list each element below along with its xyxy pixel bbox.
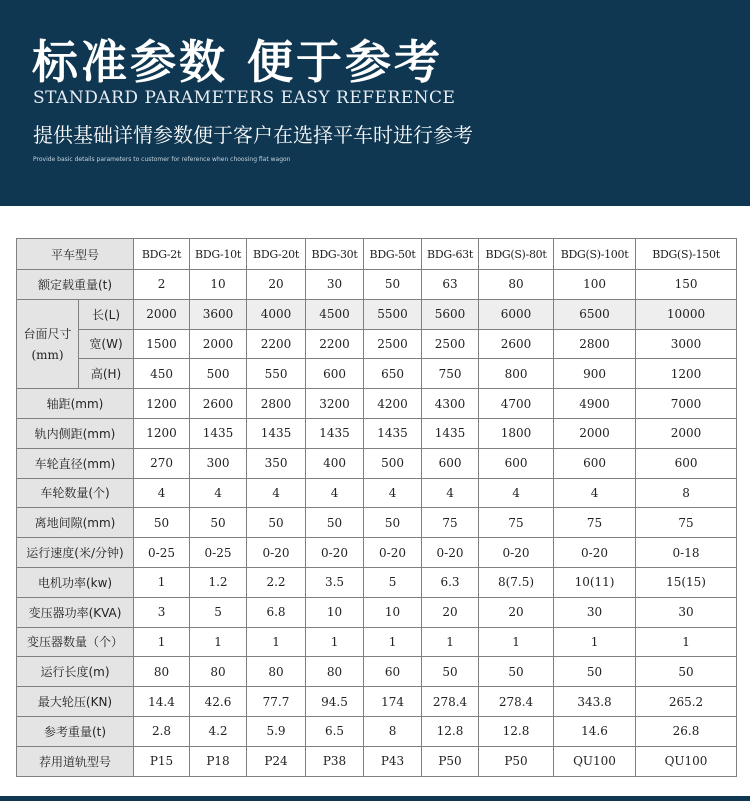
table-cell: 4 xyxy=(306,478,364,508)
model-header-cell: BDG-30t xyxy=(306,239,364,270)
table-cell: 4000 xyxy=(247,299,306,329)
table-cell: 800 xyxy=(479,359,554,389)
table-row xyxy=(17,508,737,538)
row-label-width: 宽(W) xyxy=(79,329,134,359)
description-chinese: 提供基础详情参数便于客户在选择平车时进行参考 xyxy=(33,123,473,147)
table-cell: 75 xyxy=(479,508,554,538)
table-cell: 550 xyxy=(247,359,306,389)
table-cell: 50 xyxy=(554,657,636,687)
table-cell: 1435 xyxy=(422,418,479,448)
table-cell: 2500 xyxy=(422,329,479,359)
table-cell: 50 xyxy=(636,657,737,687)
table-cell: 7000 xyxy=(636,389,737,419)
table-cell: 50 xyxy=(364,270,422,300)
table-cell: 1.2 xyxy=(190,567,247,597)
table-cell: 278.4 xyxy=(422,687,479,717)
table-cell: 600 xyxy=(306,359,364,389)
table-cell: 600 xyxy=(479,448,554,478)
table-cell: 400 xyxy=(306,448,364,478)
page-title: 标准参数 便于参考 xyxy=(32,35,444,89)
table-cell: P38 xyxy=(306,746,364,776)
table-cell: 1 xyxy=(247,627,306,657)
row-label: 参考重量(t) xyxy=(17,716,134,746)
table-cell: 80 xyxy=(479,270,554,300)
table-cell: 2000 xyxy=(554,418,636,448)
table-cell: 278.4 xyxy=(479,687,554,717)
table-cell: 30 xyxy=(636,597,737,627)
table-cell: 4 xyxy=(364,478,422,508)
table-cell: 20 xyxy=(479,597,554,627)
row-label: 车轮数量(个) xyxy=(17,478,134,508)
table-cell: 4 xyxy=(422,478,479,508)
table-cell: 750 xyxy=(422,359,479,389)
table-cell: 1800 xyxy=(479,418,554,448)
table-row-model xyxy=(17,239,737,270)
table-cell: 8 xyxy=(364,716,422,746)
footer-bar xyxy=(0,796,750,801)
table-cell: 2 xyxy=(134,270,190,300)
page-subtitle: STANDARD PARAMETERS EASY REFERENCE xyxy=(33,88,456,108)
table-cell: 10000 xyxy=(636,299,737,329)
table-cell: 4 xyxy=(190,478,247,508)
row-label-table-size xyxy=(17,299,79,388)
table-cell: 50 xyxy=(134,508,190,538)
table-cell: 600 xyxy=(422,448,479,478)
row-label: 轴距(mm) xyxy=(17,389,134,419)
table-cell: 2600 xyxy=(190,389,247,419)
table-cell: 50 xyxy=(247,508,306,538)
table-row xyxy=(17,567,737,597)
table-cell: 15(15) xyxy=(636,567,737,597)
table-cell: 10 xyxy=(190,270,247,300)
table-cell: 4300 xyxy=(422,389,479,419)
row-label: 离地间隙(mm) xyxy=(17,508,134,538)
table-cell: 14.6 xyxy=(554,716,636,746)
table-cell: 1 xyxy=(479,627,554,657)
table-cell: 1 xyxy=(422,627,479,657)
table-cell: 12.8 xyxy=(479,716,554,746)
table-cell: 6500 xyxy=(554,299,636,329)
row-label: 最大轮压(KN) xyxy=(17,687,134,717)
table-cell: 500 xyxy=(364,448,422,478)
table-cell: 50 xyxy=(190,508,247,538)
table-cell: 174 xyxy=(364,687,422,717)
table-cell: 1 xyxy=(364,627,422,657)
table-cell: QU100 xyxy=(636,746,737,776)
table-cell: 0-20 xyxy=(479,538,554,568)
table-cell: 0-18 xyxy=(636,538,737,568)
table-cell: 6.5 xyxy=(306,716,364,746)
table-cell: 50 xyxy=(479,657,554,687)
table-cell: 80 xyxy=(134,657,190,687)
table-cell: P50 xyxy=(479,746,554,776)
table-cell: 4 xyxy=(247,478,306,508)
model-header-cell: BDG-20t xyxy=(247,239,306,270)
table-cell: 10 xyxy=(306,597,364,627)
table-cell: 30 xyxy=(554,597,636,627)
table-row xyxy=(17,597,737,627)
table-cell: 20 xyxy=(422,597,479,627)
table-cell: 75 xyxy=(422,508,479,538)
row-label-length: 长(L) xyxy=(79,299,134,329)
table-cell: P15 xyxy=(134,746,190,776)
table-cell: 3200 xyxy=(306,389,364,419)
table-cell: 10 xyxy=(364,597,422,627)
table-row xyxy=(17,627,737,657)
table-size-label-line1: 台面尺寸 xyxy=(23,327,72,342)
row-label: 运行速度(米/分钟) xyxy=(17,538,134,568)
row-label: 荐用道轨型号 xyxy=(17,746,134,776)
table-cell: 1 xyxy=(554,627,636,657)
table-cell: 2200 xyxy=(306,329,364,359)
spec-table-wrapper xyxy=(16,238,737,777)
table-cell: 2000 xyxy=(134,299,190,329)
table-cell: 2500 xyxy=(364,329,422,359)
table-cell: 4200 xyxy=(364,389,422,419)
table-cell: 300 xyxy=(190,448,247,478)
model-header-cell: BDG(S)-100t xyxy=(554,239,636,270)
table-cell: 1 xyxy=(306,627,364,657)
model-header-cell: BDG-2t xyxy=(134,239,190,270)
table-cell: 2200 xyxy=(247,329,306,359)
table-row xyxy=(17,478,737,508)
row-label-model: 平车型号 xyxy=(17,239,134,270)
table-cell: 4700 xyxy=(479,389,554,419)
table-cell: 4900 xyxy=(554,389,636,419)
table-cell: 5 xyxy=(190,597,247,627)
table-cell: 2.2 xyxy=(247,567,306,597)
table-cell: 3600 xyxy=(190,299,247,329)
row-label: 运行长度(m) xyxy=(17,657,134,687)
table-row-height xyxy=(17,359,737,389)
row-label-load: 额定载重量(t) xyxy=(17,270,134,300)
table-cell: 75 xyxy=(636,508,737,538)
row-label: 变压器数量（个） xyxy=(17,627,134,657)
table-cell: 77.7 xyxy=(247,687,306,717)
table-cell: 60 xyxy=(364,657,422,687)
table-cell: 63 xyxy=(422,270,479,300)
table-cell: 1435 xyxy=(247,418,306,448)
row-label: 变压器功率(KVA) xyxy=(17,597,134,627)
table-cell: 10(11) xyxy=(554,567,636,597)
table-cell: 350 xyxy=(247,448,306,478)
table-cell: 500 xyxy=(190,359,247,389)
table-row-width xyxy=(17,329,737,359)
table-cell: 2000 xyxy=(190,329,247,359)
table-cell: P43 xyxy=(364,746,422,776)
table-cell: 3 xyxy=(134,597,190,627)
description-english: Provide basic details parameters to customer for reference when choosing flat wagon xyxy=(33,156,291,163)
table-cell: 4.2 xyxy=(190,716,247,746)
table-cell: 1200 xyxy=(134,389,190,419)
table-cell: 1435 xyxy=(364,418,422,448)
table-cell: 2800 xyxy=(247,389,306,419)
table-cell: P50 xyxy=(422,746,479,776)
table-row-length xyxy=(17,299,737,329)
table-cell: 80 xyxy=(306,657,364,687)
table-cell: 42.6 xyxy=(190,687,247,717)
table-row xyxy=(17,746,737,776)
row-label: 车轮直径(mm) xyxy=(17,448,134,478)
table-cell: 3000 xyxy=(636,329,737,359)
row-label: 轨内侧距(mm) xyxy=(17,418,134,448)
table-cell: 5 xyxy=(364,567,422,597)
row-label: 电机功率(kw) xyxy=(17,567,134,597)
table-cell: 50 xyxy=(422,657,479,687)
table-cell: 26.8 xyxy=(636,716,737,746)
table-cell: 0-20 xyxy=(306,538,364,568)
table-cell: 1 xyxy=(190,627,247,657)
table-cell: 450 xyxy=(134,359,190,389)
table-cell: 4 xyxy=(554,478,636,508)
table-cell: 2800 xyxy=(554,329,636,359)
table-cell: 8 xyxy=(636,478,737,508)
table-cell: 1435 xyxy=(306,418,364,448)
table-cell: 0-20 xyxy=(364,538,422,568)
table-cell: 0-20 xyxy=(422,538,479,568)
table-cell: P24 xyxy=(247,746,306,776)
table-cell: QU100 xyxy=(554,746,636,776)
table-cell: 8(7.5) xyxy=(479,567,554,597)
table-row xyxy=(17,538,737,568)
table-size-label-line2: (mm) xyxy=(31,348,64,363)
table-cell: 1200 xyxy=(134,418,190,448)
table-row xyxy=(17,657,737,687)
table-cell: 80 xyxy=(190,657,247,687)
table-row xyxy=(17,716,737,746)
table-cell: 900 xyxy=(554,359,636,389)
table-cell: 0-20 xyxy=(554,538,636,568)
table-cell: 1 xyxy=(134,567,190,597)
table-cell: 6.3 xyxy=(422,567,479,597)
table-cell: 343.8 xyxy=(554,687,636,717)
table-cell: 2000 xyxy=(636,418,737,448)
table-cell: 1200 xyxy=(636,359,737,389)
table-cell: 30 xyxy=(306,270,364,300)
table-cell: 100 xyxy=(554,270,636,300)
table-cell: 50 xyxy=(364,508,422,538)
table-cell: 5600 xyxy=(422,299,479,329)
table-row xyxy=(17,448,737,478)
model-header-cell: BDG-50t xyxy=(364,239,422,270)
header-banner xyxy=(0,0,750,206)
table-row-load xyxy=(17,270,737,300)
table-cell: 0-25 xyxy=(190,538,247,568)
table-cell: P18 xyxy=(190,746,247,776)
table-cell: 650 xyxy=(364,359,422,389)
table-cell: 270 xyxy=(134,448,190,478)
table-cell: 5.9 xyxy=(247,716,306,746)
table-cell: 94.5 xyxy=(306,687,364,717)
table-cell: 50 xyxy=(306,508,364,538)
table-cell: 6000 xyxy=(479,299,554,329)
table-row xyxy=(17,389,737,419)
table-cell: 600 xyxy=(554,448,636,478)
table-cell: 600 xyxy=(636,448,737,478)
table-row xyxy=(17,418,737,448)
table-cell: 75 xyxy=(554,508,636,538)
table-cell: 80 xyxy=(247,657,306,687)
table-cell: 1 xyxy=(134,627,190,657)
table-cell: 150 xyxy=(636,270,737,300)
table-cell: 1500 xyxy=(134,329,190,359)
table-cell: 265.2 xyxy=(636,687,737,717)
model-header-cell: BDG-10t xyxy=(190,239,247,270)
table-cell: 1435 xyxy=(190,418,247,448)
table-cell: 4500 xyxy=(306,299,364,329)
table-cell: 0-25 xyxy=(134,538,190,568)
model-header-cell: BDG(S)-150t xyxy=(636,239,737,270)
table-cell: 12.8 xyxy=(422,716,479,746)
table-cell: 3.5 xyxy=(306,567,364,597)
table-cell: 2600 xyxy=(479,329,554,359)
table-cell: 6.8 xyxy=(247,597,306,627)
table-cell: 4 xyxy=(479,478,554,508)
table-cell: 14.4 xyxy=(134,687,190,717)
model-header-cell: BDG(S)-80t xyxy=(479,239,554,270)
table-cell: 2.8 xyxy=(134,716,190,746)
spec-table xyxy=(16,238,737,777)
table-row xyxy=(17,687,737,717)
table-cell: 5500 xyxy=(364,299,422,329)
table-cell: 4 xyxy=(134,478,190,508)
table-cell: 20 xyxy=(247,270,306,300)
table-cell: 0-20 xyxy=(247,538,306,568)
row-label-height: 高(H) xyxy=(79,359,134,389)
model-header-cell: BDG-63t xyxy=(422,239,479,270)
table-cell: 1 xyxy=(636,627,737,657)
